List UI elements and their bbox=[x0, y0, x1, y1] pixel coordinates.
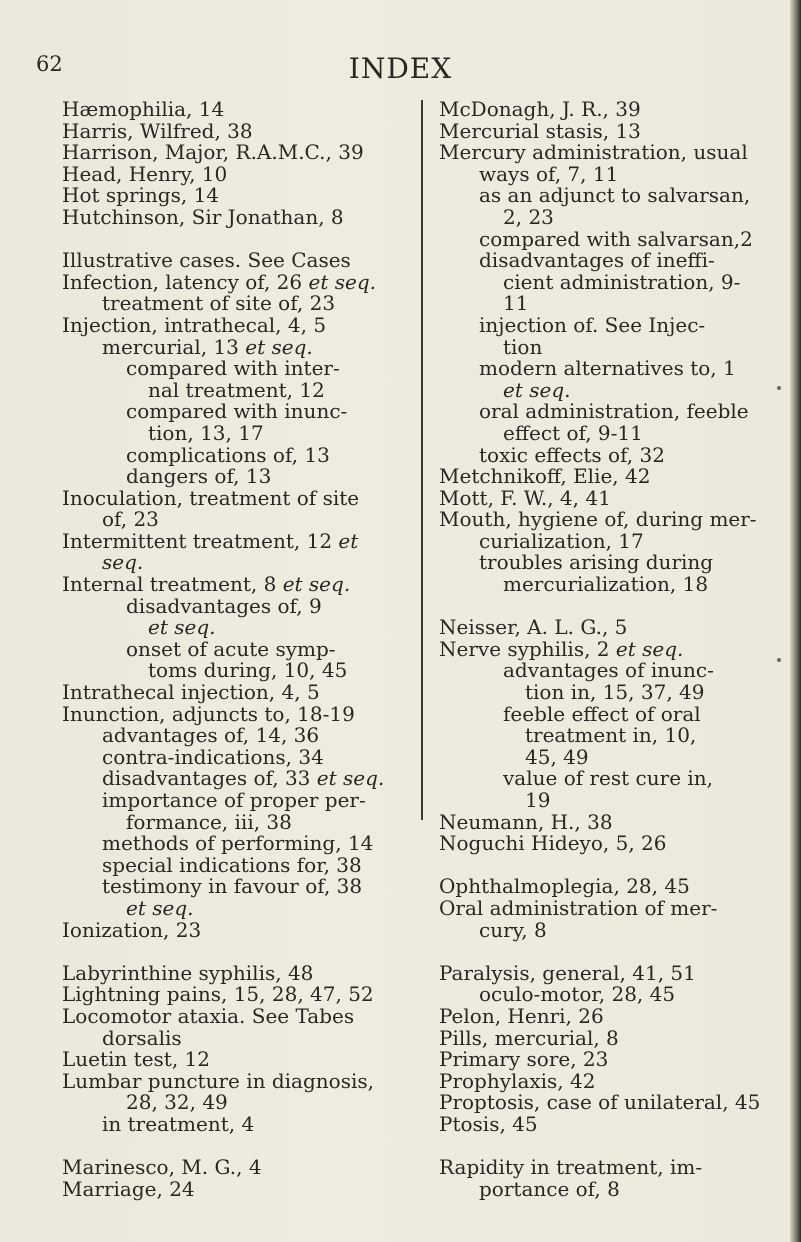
index-column-right bbox=[439, 99, 784, 1200]
index-subentry: et seq. bbox=[126, 895, 194, 920]
index-entry: Mott, F. W., 4, 41 bbox=[439, 485, 611, 510]
running-title: INDEX bbox=[348, 52, 453, 85]
index-entry: Lightning pains, 15, 28, 47, 52 bbox=[62, 982, 374, 1007]
index-subentry: in treatment, 4 bbox=[102, 1111, 255, 1136]
index-subentry: dangers of, 13 bbox=[126, 464, 272, 489]
entry-spacer bbox=[439, 596, 784, 618]
index-subentry: 19 bbox=[525, 788, 551, 812]
index-entry: Intrathecal injection, 4, 5 bbox=[62, 680, 320, 705]
index-entry: Mouth, hygiene of, during mer- bbox=[439, 507, 757, 532]
index-subentry: of, 23 bbox=[102, 507, 159, 532]
index-subentry: treatment in, 10, bbox=[525, 723, 697, 748]
index-subentry: mercurial, 13 et seq. bbox=[102, 334, 313, 359]
index-subentry: troubles arising during bbox=[479, 550, 714, 575]
index-subentry: et seq. bbox=[503, 377, 571, 402]
index-entry: Internal treatment, 8 et seq. bbox=[62, 572, 351, 597]
index-entry: Ophthalmoplegia, 28, 45 bbox=[439, 874, 690, 899]
index-entry: Pelon, Henri, 26 bbox=[439, 1003, 604, 1028]
index-subentry: disadvantages of ineffi- bbox=[479, 248, 715, 273]
index-subentry: advantages of, 14, 36 bbox=[102, 723, 320, 748]
index-subentry: mercurialization, 18 bbox=[503, 572, 709, 597]
page-number: 62 bbox=[36, 52, 63, 76]
index-subentry: curialization, 17 bbox=[479, 528, 644, 553]
entry-spacer bbox=[62, 1136, 402, 1158]
index-subentry: portance of, 8 bbox=[479, 1176, 620, 1201]
index-entry: Primary sore, 23 bbox=[439, 1047, 609, 1072]
index-entry: Mercury administration, usual bbox=[439, 140, 748, 165]
index-subentry: et seq. bbox=[148, 615, 216, 640]
entry-spacer bbox=[439, 855, 784, 877]
index-subentry: 11 bbox=[503, 291, 529, 316]
index-column-left bbox=[62, 99, 402, 1200]
index-subentry: 2, 23 bbox=[503, 204, 554, 229]
index-subentry: seq. bbox=[102, 550, 144, 575]
index-entry: Neisser, A. L. G., 5 bbox=[439, 615, 628, 640]
index-subentry: cury, 8 bbox=[479, 917, 547, 942]
index-subentry: as an adjunct to salvarsan, bbox=[479, 183, 751, 208]
page-header bbox=[0, 52, 801, 92]
index-entry: Metchnikoff, Elie, 42 bbox=[439, 464, 651, 489]
index-subentry: methods of performing, 14 bbox=[102, 831, 374, 856]
index-entry: Locomotor ataxia. See Tabes bbox=[62, 1003, 355, 1028]
index-entry: Hæmophilia, 14 bbox=[62, 97, 225, 121]
index-entry: Intermittent treatment, 12 et bbox=[62, 528, 359, 553]
index-subentry: nal treatment, 12 bbox=[148, 377, 325, 402]
index-subentry: compared with inter- bbox=[126, 356, 340, 381]
index-subentry: compared with salvarsan,2 bbox=[479, 226, 753, 251]
index-entry: Labyrinthine syphilis, 48 bbox=[62, 960, 314, 985]
index-subentry: contra-indications, 34 bbox=[102, 744, 324, 769]
index-entry: Harris, Wilfred, 38 bbox=[62, 118, 253, 143]
index-subentry: toxic effects of, 32 bbox=[479, 442, 665, 467]
index-subentry: compared with inunc- bbox=[126, 399, 348, 424]
column-divider bbox=[421, 100, 423, 820]
index-entry: Hot springs, 14 bbox=[62, 183, 220, 208]
index-entry: Marinesco, M. G., 4 bbox=[62, 1155, 262, 1180]
index-entry: Inoculation, treatment of site bbox=[62, 485, 360, 510]
index-entry: Neumann, H., 38 bbox=[439, 809, 613, 834]
index-subentry: 45, 49 bbox=[525, 744, 589, 769]
index-subentry: onset of acute symp- bbox=[126, 636, 336, 661]
index-entry: Harrison, Major, R.A.M.C., 39 bbox=[62, 140, 364, 165]
index-entry: Inunction, adjuncts to, 18-19 bbox=[62, 701, 355, 726]
index-entry: McDonagh, J. R., 39 bbox=[439, 97, 641, 121]
index-entry: Ionization, 23 bbox=[62, 917, 202, 942]
index-subentry: value of rest cure in, bbox=[503, 766, 714, 791]
index-subentry: disadvantages of, 9 bbox=[126, 593, 322, 618]
index-entry: Infection, latency of, 26 et seq. bbox=[62, 269, 376, 294]
page-edge-shadow bbox=[790, 0, 801, 1242]
index-subentry: testimony in favour of, 38 bbox=[102, 874, 363, 899]
index-subentry: oral administration, feeble bbox=[479, 399, 749, 424]
index-entry: Proptosis, case of unilateral, 45 bbox=[439, 1090, 761, 1115]
index-subentry: complications of, 13 bbox=[126, 442, 330, 467]
index-subentry: effect of, 9-11 bbox=[503, 420, 643, 445]
index-entry: Oral administration of mer- bbox=[439, 895, 718, 920]
index-entry: Illustrative cases. See Cases bbox=[62, 248, 351, 273]
index-subentry: ways of, 7, 11 bbox=[479, 161, 619, 186]
index-subentry: injection of. See Injec- bbox=[479, 312, 706, 337]
print-speck bbox=[777, 658, 781, 662]
index-entry: Hutchinson, Sir Jonathan, 8 bbox=[62, 204, 344, 229]
index-entry: Nerve syphilis, 2 et seq. bbox=[439, 636, 684, 661]
index-subentry: treatment of site of, 23 bbox=[102, 291, 336, 316]
index-subentry: disadvantages of, 33 et seq. bbox=[102, 766, 385, 791]
entry-spacer bbox=[439, 1136, 784, 1158]
index-subentry: tion, 13, 17 bbox=[148, 420, 264, 445]
index-entry: Rapidity in treatment, im- bbox=[439, 1155, 703, 1180]
index-subentry: special indications for, 38 bbox=[102, 852, 362, 877]
index-subentry: oculo-motor, 28, 45 bbox=[479, 982, 676, 1007]
index-entry: Ptosis, 45 bbox=[439, 1111, 538, 1136]
entry-spacer bbox=[439, 941, 784, 963]
index-entry: Head, Henry, 10 bbox=[62, 161, 228, 186]
index-entry: Marriage, 24 bbox=[62, 1176, 195, 1201]
index-subentry: feeble effect of oral bbox=[503, 701, 701, 726]
index-subentry: advantages of inunc- bbox=[503, 658, 714, 683]
index-entry: Mercurial stasis, 13 bbox=[439, 118, 641, 143]
index-entry: Lumbar puncture in diagnosis, bbox=[62, 1068, 374, 1093]
index-subentry: importance of proper per- bbox=[102, 788, 366, 812]
index-subentry: tion bbox=[503, 334, 543, 359]
index-entry: Pills, mercurial, 8 bbox=[439, 1025, 619, 1050]
index-subentry: formance, iii, 38 bbox=[126, 809, 292, 834]
index-entry: Prophylaxis, 42 bbox=[439, 1068, 596, 1093]
index-entry: Injection, intrathecal, 4, 5 bbox=[62, 312, 327, 337]
index-entry: Luetin test, 12 bbox=[62, 1047, 211, 1072]
index-subentry: modern alternatives to, 1 bbox=[479, 356, 736, 381]
index-subentry: tion in, 15, 37, 49 bbox=[525, 680, 705, 705]
index-entry: Noguchi Hideyo, 5, 26 bbox=[439, 831, 667, 856]
entry-spacer bbox=[62, 229, 402, 251]
entry-spacer bbox=[62, 941, 402, 963]
index-entry: Paralysis, general, 41, 51 bbox=[439, 960, 696, 985]
print-speck bbox=[777, 386, 781, 390]
index-subentry: dorsalis bbox=[102, 1025, 182, 1050]
index-subentry: cient administration, 9- bbox=[503, 269, 741, 294]
index-subentry: toms during, 10, 45 bbox=[148, 658, 348, 683]
index-subentry: 28, 32, 49 bbox=[126, 1090, 228, 1115]
